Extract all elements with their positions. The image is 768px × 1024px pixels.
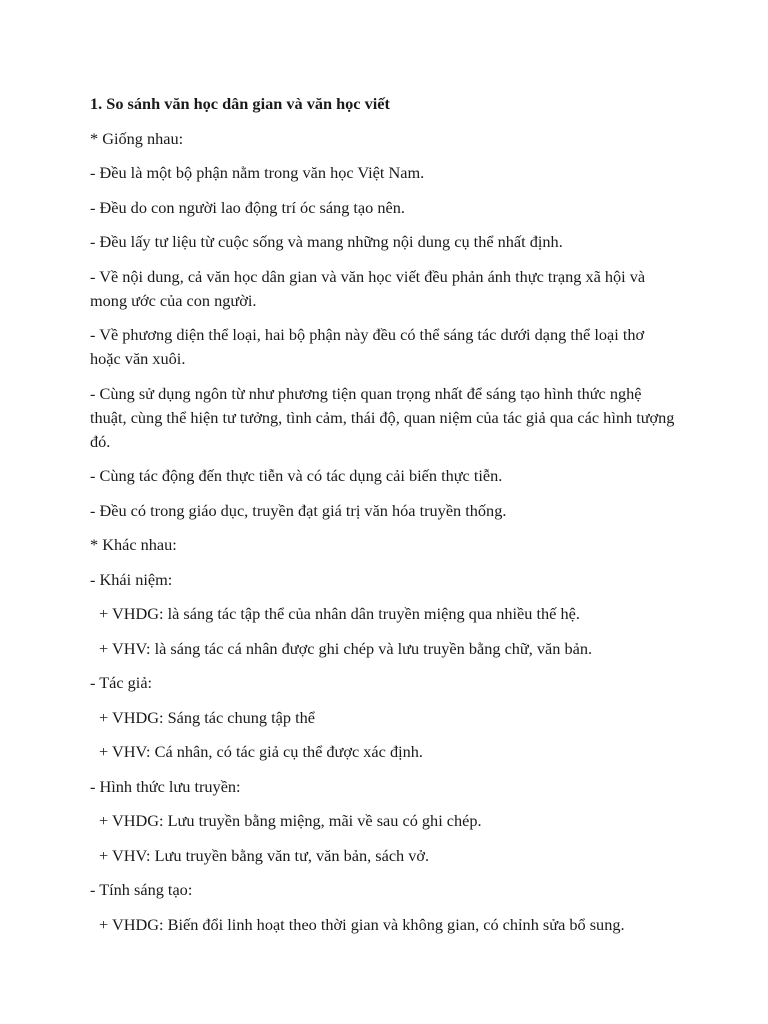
paragraph: + VHDG: là sáng tác tập thể của nhân dân truyền miệng qua nhiều thế hệ.	[99, 604, 580, 623]
paragraph: + VHDG: Sáng tác chung tập thể	[99, 707, 315, 727]
paragraph: - Đều lấy tư liệu từ cuộc sống và mang những nội dung cụ thể nhất định.	[90, 232, 563, 251]
paragraph: - Tính sáng tạo:	[90, 880, 193, 899]
paragraph: * Giống nhau:	[90, 128, 184, 148]
paragraph: - Đều do con người lao động trí óc sáng tạo nên.	[90, 197, 405, 217]
paragraph: * Khác nhau:	[90, 535, 177, 554]
paragraph: - Đều là một bộ phận nằm trong văn học Việt Nam.	[90, 163, 425, 182]
paragraph: - Hình thức lưu truyền:	[90, 776, 241, 796]
paragraph: - Cùng tác động đến thực tiễn và có tác dụng cải biến thực tiễn.	[90, 466, 503, 485]
paragraph: + VHV: Lưu truyền bằng văn tư, văn bản, sách vở.	[99, 845, 430, 865]
paragraph: - Về phương diện thể loại, hai bộ phận này đều có thể sáng tác dưới dạng thể loại thơ hoặc văn xuôi.	[90, 325, 645, 368]
paragraph: + VHDG: Biến đổi linh hoạt theo thời gian và không gian, có chỉnh sửa bổ sung.	[99, 914, 625, 934]
paragraph: + VHDG: Lưu truyền bằng miệng, mãi về sau có ghi chép.	[99, 811, 482, 830]
paragraph: - Đều có trong giáo dục, truyền đạt giá trị văn hóa truyền thống.	[90, 500, 507, 520]
paragraph: - Về nội dung, cả văn học dân gian và văn học viết đều phản ánh thực trạng xã hội và mong ước của con người.	[90, 266, 646, 310]
paragraph: - Tác giả:	[90, 673, 153, 692]
document-title: 1. So sánh văn học dân gian và văn học viết	[90, 94, 390, 113]
paragraph: - Cùng sử dụng ngôn từ như phương tiện quan trọng nhất để sáng tạo hình thức nghệ thuật, cùng thể hiện tư tưởng, tình cảm, thái độ, quan niệm của tác giả qua các hình tượng đó.	[90, 383, 675, 451]
document-body	[90, 127, 678, 937]
paragraph: - Khái niệm:	[90, 569, 173, 589]
paragraph: + VHV: Cá nhân, có tác giả cụ thể được xác định.	[99, 742, 423, 761]
paragraph: + VHV: là sáng tác cá nhân được ghi chép và lưu truyền bằng chữ, văn bản.	[99, 638, 593, 658]
